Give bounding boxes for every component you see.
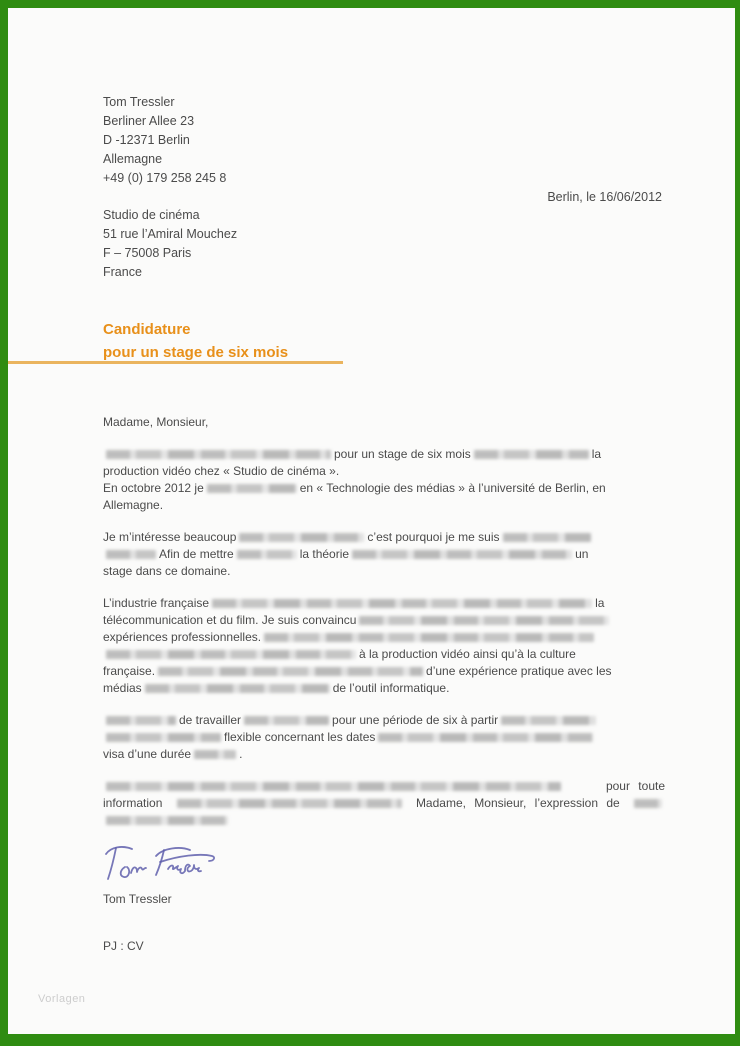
body-paragraph	[103, 595, 665, 697]
body-text: la	[591, 447, 602, 461]
redacted-text	[501, 716, 596, 725]
body-line	[103, 712, 665, 729]
body-line	[103, 680, 665, 697]
body-text: la théorie	[299, 547, 350, 561]
body-text: télécommunication et du film. Je suis convaincu	[103, 613, 357, 627]
date-line: Berlin, le 16/06/2012	[547, 190, 662, 204]
redacted-text	[244, 716, 329, 725]
enclosure-note: PJ : CV	[103, 939, 144, 953]
sender-line: D -12371 Berlin	[103, 133, 190, 147]
recipient-line: Studio de cinéma	[103, 208, 200, 222]
redacted-text	[158, 667, 423, 676]
redacted-text	[634, 799, 662, 808]
body-line	[103, 446, 665, 463]
recipient-line: France	[103, 265, 142, 279]
body-text: visa d’une durée	[103, 747, 192, 761]
body-line	[103, 595, 665, 612]
sender-line: +49 (0) 179 258 245 8	[103, 171, 227, 185]
redacted-text	[177, 799, 402, 808]
body-text: de l’outil informatique.	[332, 681, 450, 695]
redacted-text	[207, 484, 297, 493]
subject-title: Candidature	[103, 321, 191, 338]
body-text: pour un stage de six mois	[334, 447, 471, 461]
redacted-text	[212, 599, 592, 608]
body-line	[103, 463, 665, 480]
redacted-text	[106, 550, 156, 559]
body-line	[103, 480, 665, 497]
body-line	[103, 663, 665, 680]
salutation: Madame, Monsieur,	[103, 415, 209, 429]
body-text: stage dans ce domaine.	[103, 564, 231, 578]
body-text: Je m’intéresse beaucoup	[103, 530, 237, 544]
redacted-text	[264, 633, 594, 642]
sender-line: Berliner Allee 23	[103, 114, 195, 128]
subject-underline	[8, 361, 343, 364]
sender-line: Allemagne	[103, 152, 163, 166]
body-text: flexible concernant les dates	[224, 730, 376, 744]
body-text: information	[103, 796, 163, 810]
redacted-text	[106, 650, 356, 659]
body-text: un	[575, 547, 589, 561]
body-line	[103, 646, 665, 663]
body-paragraph	[103, 529, 665, 580]
body-line	[103, 778, 665, 795]
body-text: en « Technologie des médias » à l’université de Berlin, en	[299, 481, 606, 495]
recipient-line: 51 rue l’Amiral Mouchez	[103, 227, 238, 241]
subject-subtitle: pour un stage de six mois	[103, 344, 289, 361]
body-text: française.	[103, 664, 156, 678]
redacted-text	[194, 750, 236, 759]
redacted-text	[378, 733, 593, 742]
redacted-text	[106, 816, 228, 825]
signature-image	[100, 840, 230, 890]
watermark: Vorlagen	[38, 993, 86, 1005]
letter-body	[103, 414, 665, 844]
redacted-text	[145, 684, 330, 693]
body-line	[103, 746, 665, 763]
body-paragraph	[103, 446, 665, 514]
recipient-line: F – 75008 Paris	[103, 246, 192, 260]
paragraphs-container	[103, 446, 665, 829]
redacted-text	[359, 616, 609, 625]
body-text: pour toute	[605, 779, 665, 793]
body-text: .	[239, 747, 243, 761]
redacted-text	[503, 533, 591, 542]
body-text: En octobre 2012 je	[103, 481, 204, 495]
sender-address	[103, 93, 226, 188]
subject-block	[103, 318, 288, 364]
body-line	[103, 497, 665, 514]
body-text: d’une expérience pratique avec les	[426, 664, 612, 678]
body-text: expériences professionnelles.	[103, 630, 262, 644]
redacted-text	[106, 716, 176, 725]
recipient-address	[103, 206, 237, 282]
body-line	[103, 546, 665, 563]
redacted-text	[352, 550, 572, 559]
body-line	[103, 612, 665, 629]
body-line	[103, 812, 665, 829]
body-text: Allemagne.	[103, 498, 164, 512]
body-text: de travailler	[179, 713, 242, 727]
body-text: c’est pourquoi je me suis	[367, 530, 500, 544]
body-paragraph	[103, 712, 665, 763]
redacted-text	[106, 733, 221, 742]
redacted-text	[106, 782, 561, 791]
body-line	[103, 629, 665, 646]
signature-name: Tom Tressler	[103, 892, 172, 906]
body-paragraph	[103, 778, 665, 829]
body-text: la	[595, 596, 605, 610]
body-line	[103, 729, 665, 746]
redacted-text	[239, 533, 364, 542]
body-line	[103, 795, 665, 812]
redacted-text	[474, 450, 589, 459]
body-text: à la production vidéo ainsi qu’à la culture	[359, 647, 576, 661]
body-text: Madame, Monsieur, l’expression de	[415, 796, 620, 810]
body-text: médias	[103, 681, 142, 695]
body-text: pour une période de six à partir	[332, 713, 499, 727]
body-line	[103, 529, 665, 546]
sender-line: Tom Tressler	[103, 95, 175, 109]
body-text: L’industrie française	[103, 596, 210, 610]
redacted-text	[106, 450, 331, 459]
body-text: Afin de mettre	[159, 547, 234, 561]
body-line	[103, 563, 665, 580]
body-text: production vidéo chez « Studio de cinéma ».	[103, 464, 340, 478]
redacted-text	[237, 550, 297, 559]
